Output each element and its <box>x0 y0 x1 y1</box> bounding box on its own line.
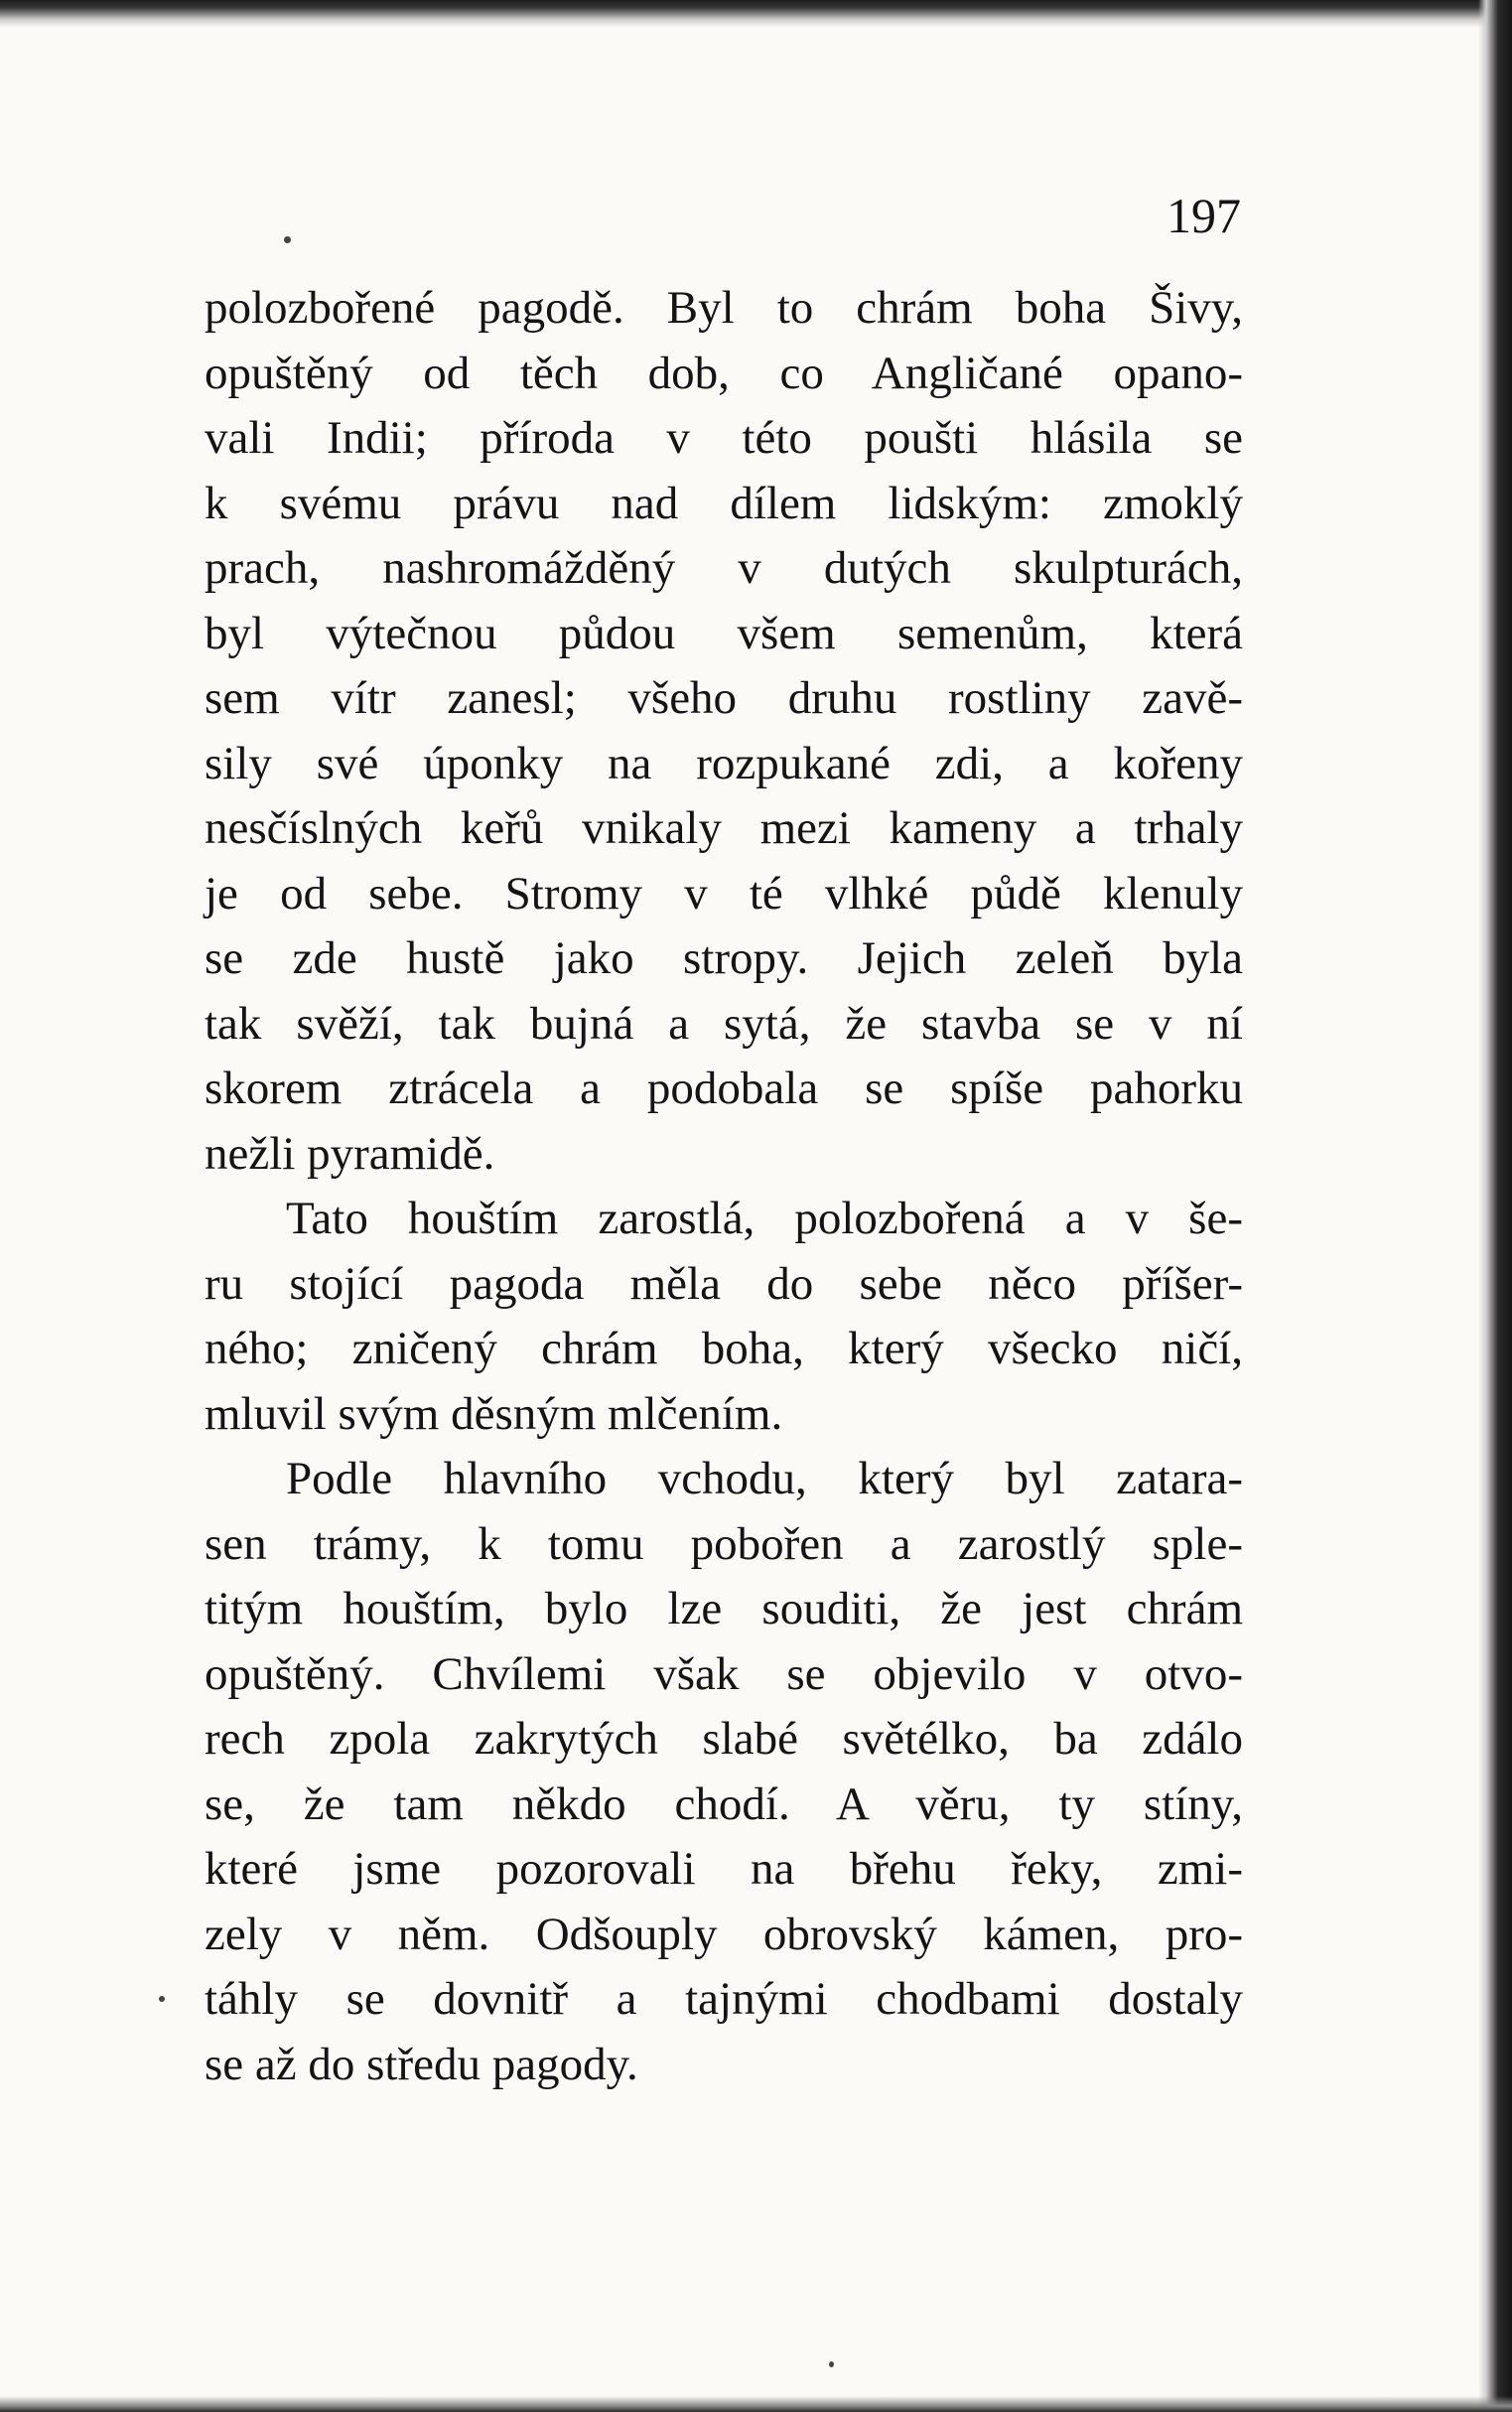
text-line: se zde hustě jako stropy. Jejich zeleň byla <box>205 932 1243 984</box>
text-line: které jsme pozorovali na břehu řeky, zmi- <box>205 1843 1243 1895</box>
text-line: mluvil svým děsným mlčením. <box>205 1387 783 1440</box>
text-line: byl výtečnou půdou všem semenům, která <box>205 607 1243 659</box>
scan-edge-right <box>1478 0 1512 2412</box>
paragraph <box>205 276 1243 1187</box>
page-number: 197 <box>1167 188 1241 243</box>
text-line: opuštěný. Chvílemi však se objevilo v otvo- <box>205 1647 1243 1700</box>
text-line: táhly se dovnitř a tajnými chodbami dostaly <box>205 1973 1243 2025</box>
text-line: prach, nashromážděný v dutých skulpturách, <box>205 542 1243 594</box>
paragraph <box>205 1187 1243 1447</box>
text-line: k svému právu nad dílem lidským: zmoklý <box>205 477 1243 529</box>
text-line: polozbořené pagodě. Byl to chrám boha Šivy, <box>205 282 1243 334</box>
text-line: ru stojící pagoda měla do sebe něco příšer- <box>205 1257 1243 1310</box>
text-line: opuštěný od těch dob, co Angličané opano- <box>205 347 1243 399</box>
text-line: se až do středu pagody. <box>205 2038 638 2090</box>
text-line: Tato houštím zarostlá, polozbořená a v še- <box>286 1193 1243 1244</box>
text-line: je od sebe. Stromy v té vlhké půdě klenuly <box>205 867 1243 920</box>
text-line: skorem ztrácela a podobala se spíše pahorku <box>205 1063 1243 1114</box>
text-line: sily své úponky na rozpukané zdi, a kořeny <box>205 737 1243 789</box>
text-line: nesčíslných keřů vnikaly mezi kameny a trhaly <box>205 802 1243 854</box>
text-line: se, že tam někdo chodí. A věru, ty stíny, <box>205 1777 1243 1830</box>
text-line: tak svěží, tak bujná a sytá, že stavba se v ní <box>205 997 1243 1050</box>
text-line: nežli pyramidě. <box>205 1127 495 1180</box>
paragraph <box>205 1447 1243 2097</box>
body-text <box>205 276 1243 2097</box>
text-line: vali Indii; příroda v této poušti hlásila se <box>205 412 1243 464</box>
text-line: rech zpola zakrytých slabé světélko, ba zdálo <box>205 1713 1243 1765</box>
scan-speck <box>159 1996 165 2002</box>
text-line: sem vítr zanesl; všeho druhu rostliny zavě- <box>205 672 1243 724</box>
scan-speck <box>829 2361 834 2367</box>
text-line: sen trámy, k tomu pobořen a zarostlý sple- <box>205 1517 1243 1570</box>
text-line: ného; zničený chrám boha, který všecko ničí, <box>205 1323 1243 1374</box>
text-line: titým houštím, bylo lze souditi, že jest chrám <box>205 1583 1243 1634</box>
text-line: zely v něm. Odšouply obrovský kámen, pro- <box>205 1908 1243 1960</box>
scan-edge-bottom <box>0 2396 1512 2412</box>
scan-speck <box>284 236 291 243</box>
text-line: Podle hlavního vchodu, který byl zatara- <box>286 1453 1243 1504</box>
scan-edge-top <box>0 0 1512 28</box>
